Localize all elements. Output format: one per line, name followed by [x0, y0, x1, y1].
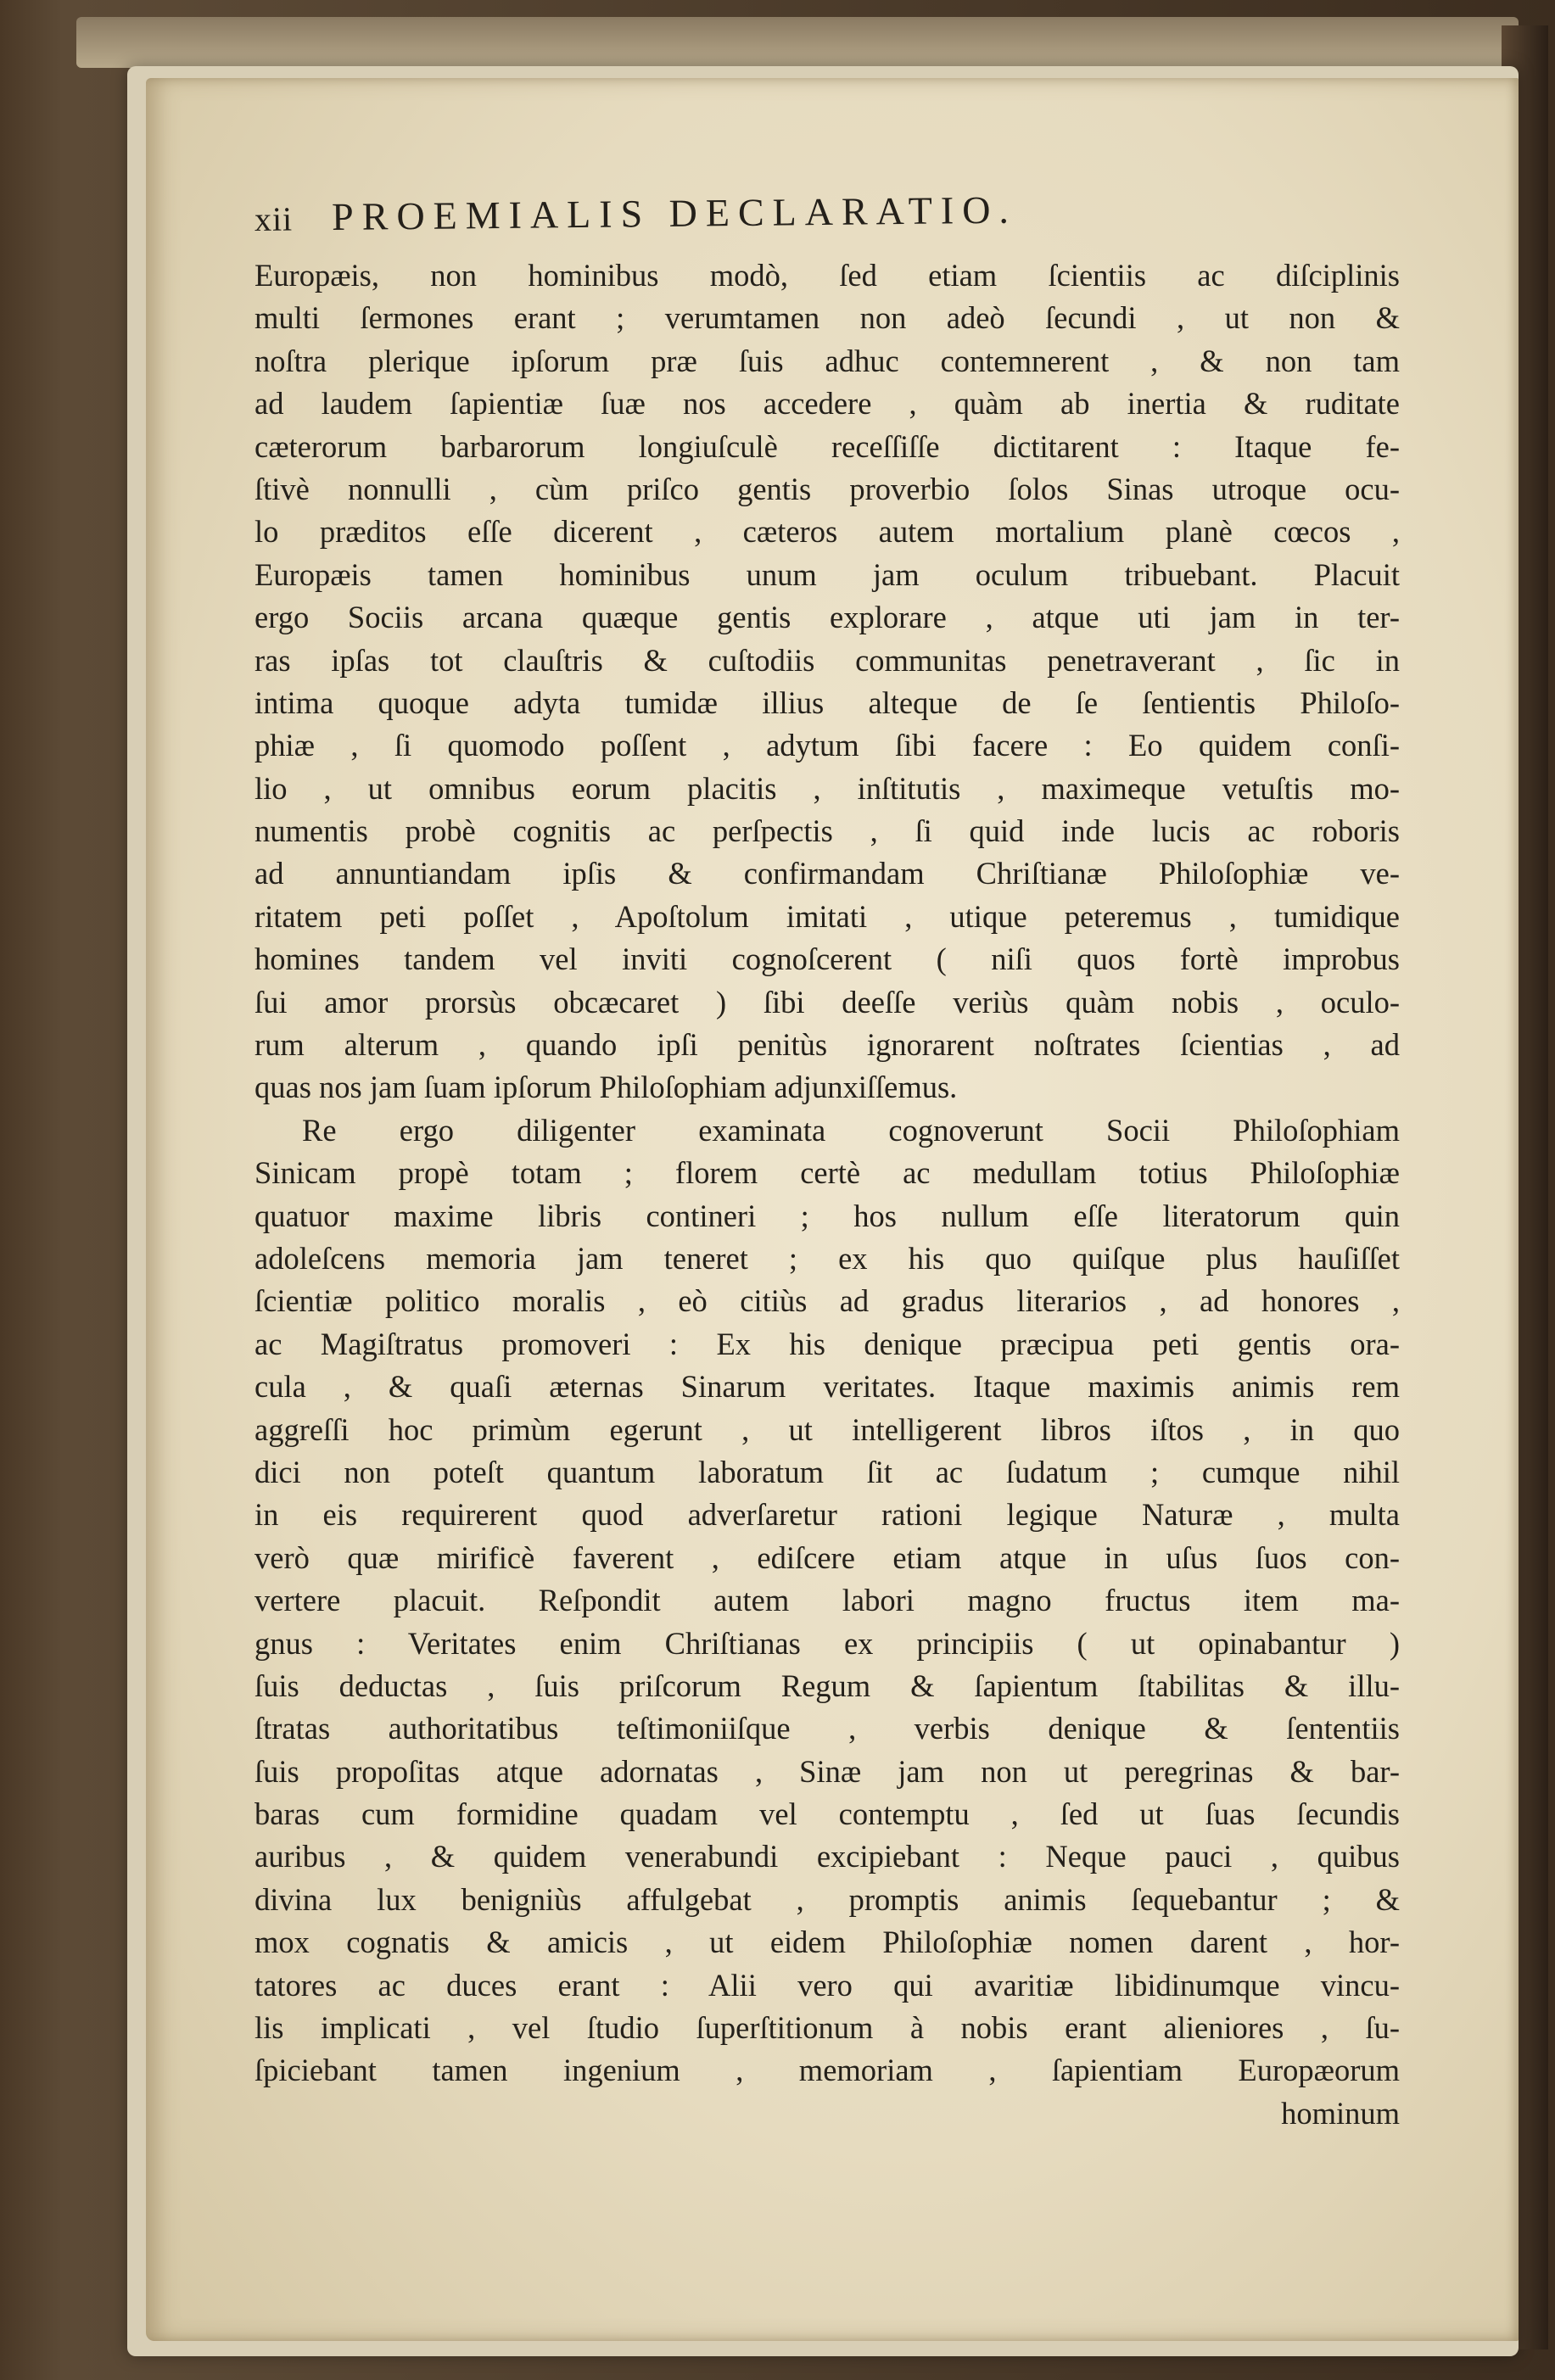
text-line: cula , & quaſi æternas Sinarum veritates. Itaque maximis animis rem: [255, 1369, 1400, 1405]
text-line: ſuis propoſitas atque adornatas , Sinæ jam non ut peregrinas & bar-: [255, 1753, 1400, 1789]
text-line: cæterorum barbarorum longiuſculè receſſiſſe dictitarent : Itaque fe-: [255, 428, 1400, 464]
paragraph: [255, 1109, 1400, 2092]
text-line: lio , ut omnibus eorum placitis , inſtitutis , maximeque vetuſtis mo-: [255, 770, 1400, 806]
text-line: Re ergo diligenter examinata cognoverunt Socii Philoſophiam: [302, 1112, 1400, 1148]
text-line: mox cognatis & amicis , ut eidem Philoſophiæ nomen darent , hor-: [255, 1925, 1400, 1960]
paragraph: [255, 254, 1400, 1109]
text-line: ad laudem ſapientiæ ſuæ nos accedere , quàm ab inertia & ruditate: [255, 386, 1400, 422]
text-line: ad annuntiandam ipſis & confirmandam Chriſtianæ Philoſophiæ ve-: [255, 856, 1400, 891]
text-line: aggreſſi hoc primùm egerunt , ut intelligerent libros iſtos , in quo: [255, 1411, 1400, 1447]
text-line: auribus , & quidem venerabundi excipiebant : Neque pauci , quibus: [255, 1839, 1400, 1874]
catchword: hominum: [1281, 2095, 1400, 2131]
text-line: multi ſermones erant ; verumtamen non adeò ſecundi , ut non &: [255, 300, 1400, 336]
text-line: lo præditos eſſe dicerent , cæteros autem mortalium planè cœcos ,: [255, 514, 1400, 550]
text-line: Europæis tamen hominibus unum jam oculum tribuebant. Placuit: [255, 556, 1400, 592]
text-line: quas nos jam ſuam ipſorum Philoſophiam adjunxiſſemus.: [255, 1070, 958, 1105]
text-line: numentis probè cognitis ac perſpectis , ſi quid inde lucis ac roboris: [255, 813, 1400, 849]
text-line: Sinicam propè totam ; florem certè ac medullam totius Philoſophiæ: [255, 1155, 1400, 1191]
text-line: adoleſcens memoria jam teneret ; ex his quo quiſque plus hauſiſſet: [255, 1240, 1400, 1276]
text-line: baras cum formidine quadam vel contemptu , ſed ut ſuas ſecundis: [255, 1796, 1400, 1832]
body-text: [255, 254, 1400, 2092]
text-line: lis implicati , vel ſtudio ſuperſtitionum à nobis erant alieniores , ſu-: [255, 2010, 1400, 2046]
text-line: noſtra plerique ipſorum præ ſuis adhuc contemnerent , & non tam: [255, 343, 1400, 378]
text-line: tatores ac duces erant : Alii vero qui avaritiæ libidinumque vincu-: [255, 1967, 1400, 2003]
running-head: [255, 183, 1401, 254]
text-line: ergo Sociis arcana quæque gentis explorare , atque uti jam in ter-: [255, 600, 1400, 635]
text-line: Europæis, non hominibus modò, ſed etiam ſcientiis ac diſciplinis: [255, 258, 1400, 293]
text-line: divina lux benigniùs affulgebat , promptis animis ſequebantur ; &: [255, 1881, 1400, 1917]
text-line: ſuis deductas , ſuis priſcorum Regum & ſapientum ſtabilitas & illu-: [255, 1668, 1400, 1703]
text-line: in eis requirerent quod adverſaretur rationi legique Naturæ , multa: [255, 1497, 1400, 1533]
text-line: intima quoque adyta tumidæ illius alteque de ſe ſentientis Philoſo-: [255, 684, 1400, 720]
text-line: vertere placuit. Reſpondit autem labori magno fructus item ma-: [255, 1583, 1400, 1618]
text-line: dici non poteſt quantum laboratum ſit ac ſudatum ; cumque nihil: [255, 1454, 1400, 1489]
running-title: PROEMIALIS DECLARATIO.: [331, 187, 1018, 239]
text-line: ac Magiſtratus promoveri : Ex his denique præcipua peti gentis ora-: [255, 1326, 1400, 1361]
text-line: ſtratas authoritatibus teſtimoniiſque , verbis denique & ſententiis: [255, 1711, 1400, 1746]
text-line: phiæ , ſi quomodo poſſent , adytum ſibi facere : Eo quidem conſi-: [255, 728, 1400, 763]
text-line: ſtivè nonnulli , cùm priſco gentis proverbio ſolos Sinas utroque ocu-: [255, 471, 1400, 506]
text-line: rum alterum , quando ipſi penitùs ignorarent noſtrates ſcientias , ad: [255, 1027, 1400, 1063]
cover-top-edge: [76, 17, 1519, 68]
text-line: ſpiciebant tamen ingenium , memoriam , ſapientiam Europæorum: [255, 2053, 1400, 2088]
text-line: ritatem peti poſſet , Apoſtolum imitati , utique peteremus , tumidique: [255, 898, 1400, 934]
text-line: homines tandem vel inviti cognoſcerent ( niſi quos fortè improbus: [255, 941, 1400, 977]
text-line: ras ipſas tot clauſtris & cuſtodiis communitas penetraverant , ſic in: [255, 642, 1400, 678]
text-line: ſui amor prorsùs obcæcaret ) ſibi deeſſe veriùs quàm nobis , oculo-: [255, 984, 1400, 1020]
page-text-block: [254, 187, 1400, 2135]
text-line: verò quæ mirificè faverent , ediſcere etiam atque in uſus ſuos con-: [255, 1539, 1400, 1575]
page-number: xii: [254, 199, 294, 238]
text-line: gnus : Veritates enim Chriſtianas ex principiis ( ut opinabantur ): [255, 1625, 1400, 1661]
text-line: quatuor maxime libris contineri ; hos nullum eſſe literatorum quin: [255, 1198, 1400, 1233]
text-line: ſcientiæ politico moralis , eò citiùs ad gradus literarios , ad honores ,: [255, 1283, 1400, 1319]
